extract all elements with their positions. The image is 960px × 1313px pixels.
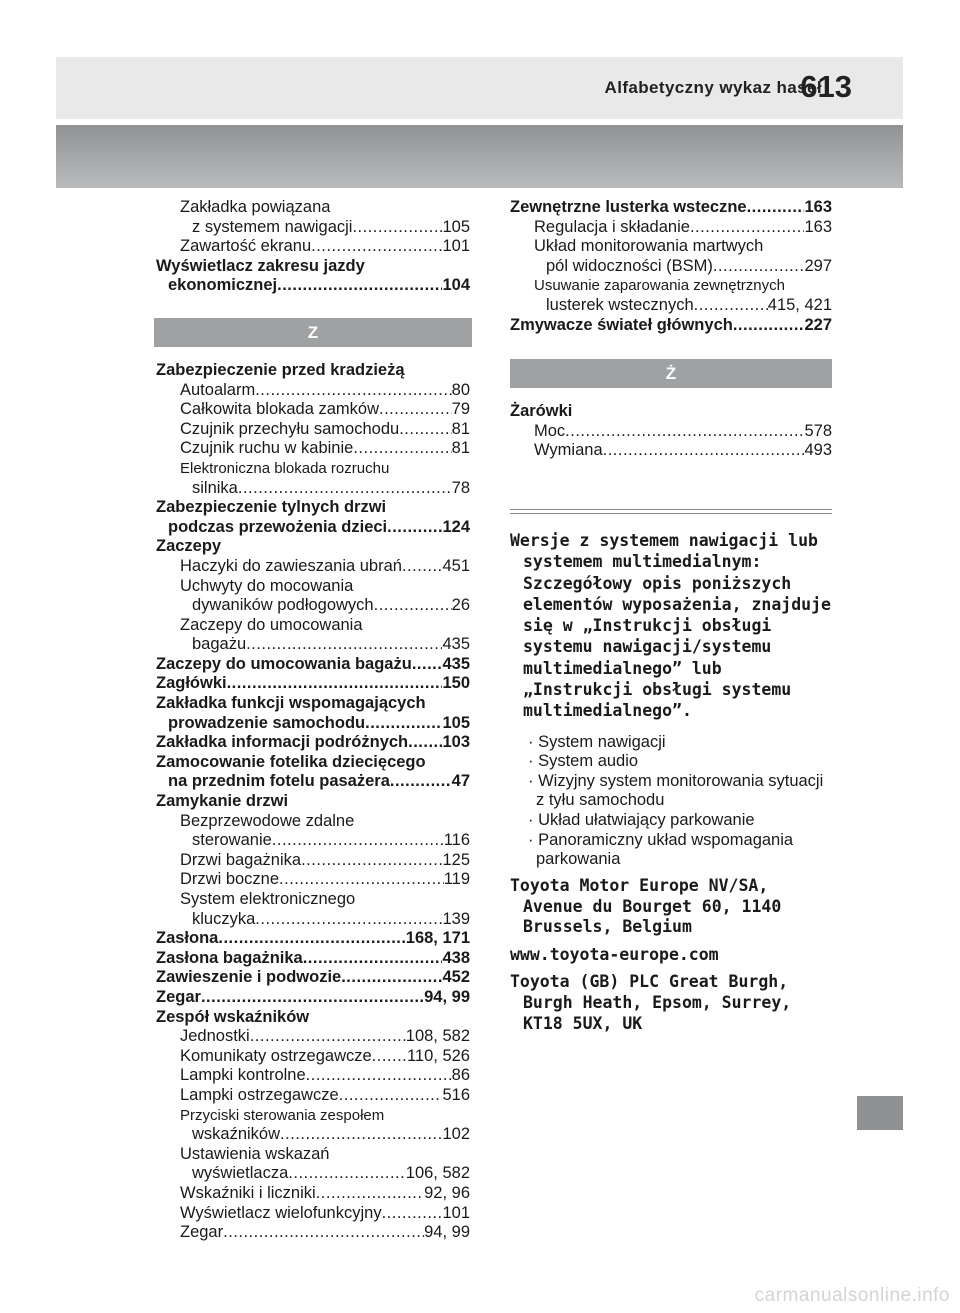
index-entry-text: na przednim fotelu pasażera [168, 772, 390, 791]
index-entry-text: Zawieszenie i podwozie [156, 968, 342, 987]
index-entry [156, 772, 470, 792]
dot-leader [352, 218, 442, 238]
index-entry-text: Drzwi bagażnika [180, 850, 302, 869]
bullet-dot: · [528, 810, 539, 829]
index-entry-text: Usuwanie zaparowania zewnętrznych [534, 277, 785, 295]
index-entry-page: 47 [451, 772, 470, 791]
dot-leader [279, 870, 444, 890]
index-entry-page: 452 [442, 968, 470, 987]
index-entry-text: Żarówki [510, 402, 573, 421]
dot-leader [379, 400, 452, 420]
index-entry-text: Haczyki do zawieszania ubrań [180, 556, 402, 575]
dot-leader [382, 1204, 443, 1224]
index-entry [156, 459, 470, 479]
index-entry-text: lusterek wstecznych [546, 295, 694, 314]
dot-leader [288, 1164, 405, 1184]
dot-leader [277, 276, 442, 296]
dot-leader [306, 1066, 452, 1086]
index-entry-page: 168, 171 [405, 929, 470, 948]
dot-leader [301, 851, 442, 871]
index-entry [156, 1086, 470, 1106]
index-entry-text: Czujnik ruchu w kabinie [180, 439, 354, 458]
index-entry-text: podczas przewożenia dzieci [168, 517, 388, 536]
index-entry-text: Zakładka powiązana [180, 198, 331, 216]
index-entry-page: 516 [442, 1085, 470, 1104]
dot-leader [387, 518, 442, 538]
index-entry-text: kluczyka [192, 909, 256, 928]
index-entry [156, 537, 470, 557]
feature-list [510, 733, 832, 870]
index-entry-page: 104 [442, 276, 470, 295]
section-letter-z: Z [154, 318, 472, 347]
index-entry [510, 316, 832, 336]
index-entry [156, 890, 470, 910]
dot-leader [565, 422, 804, 442]
index-entry-page: 103 [442, 733, 470, 752]
index-entry [156, 968, 470, 988]
index-entry [156, 596, 470, 616]
bullet-dot: · [528, 830, 539, 849]
dot-leader [255, 381, 451, 401]
index-entry-text: Wymiana [534, 441, 603, 460]
index-entry-page: 78 [451, 478, 470, 497]
dot-leader [238, 479, 452, 499]
index-entry-text: Zamykanie drzwi [156, 792, 289, 811]
index-entry [156, 400, 470, 420]
index-entry [156, 479, 470, 499]
left-column [156, 198, 470, 1243]
index-entry-page: 94, 99 [424, 987, 470, 1006]
dot-leader [280, 1125, 442, 1145]
index-entry-page: 94, 99 [424, 1223, 470, 1242]
index-entry-text: Autoalarm [180, 380, 256, 399]
index-entry-page: 92, 96 [424, 1183, 470, 1202]
index-entry [156, 1204, 470, 1224]
index-entry-page: 493 [804, 441, 832, 460]
index-entry-text: Uchwyty do mocowania [180, 576, 354, 595]
index-entry-page: 150 [442, 674, 470, 693]
index-entry [510, 402, 832, 422]
left-top-entries [156, 198, 470, 296]
index-entry-text: Moc [534, 421, 566, 440]
index-entry-page: 79 [451, 400, 470, 419]
index-entry-page: 435 [442, 654, 470, 673]
section-letter-z-dot: Ż [510, 359, 832, 388]
index-entry [156, 812, 470, 832]
index-entry-text: Zasłona [156, 929, 219, 948]
index-entry-text: Lampki ostrzegawcze [180, 1085, 339, 1104]
index-entry [510, 441, 832, 461]
dot-leader [255, 910, 442, 930]
index-entry [156, 674, 470, 694]
index-entry-page: 451 [442, 556, 470, 575]
index-entry-text: dywaników podłogowych [192, 596, 374, 615]
index-entry [156, 792, 470, 812]
dot-leader [372, 1047, 407, 1067]
bullet-dot: · [528, 732, 539, 751]
feature-list-item [510, 811, 832, 831]
index-entry-page: 125 [442, 850, 470, 869]
index-entry-text: ekonomicznej [168, 276, 278, 295]
dot-leader [374, 596, 452, 616]
index-entry-text: wskaźników [192, 1125, 281, 1144]
index-entry [156, 929, 470, 949]
index-entry [156, 1066, 470, 1086]
dot-leader [365, 714, 442, 734]
index-entry-text: Jednostki [180, 1027, 250, 1046]
dot-leader [713, 257, 805, 277]
index-entry [510, 276, 832, 296]
index-entry-text: bagażu [192, 635, 247, 654]
index-entry-text: Drzwi boczne [180, 870, 280, 889]
index-entry-text: Wyświetlacz zakresu jazdy [156, 256, 365, 275]
index-entry [510, 296, 832, 316]
address-europe: Toyota Motor Europe NV/SA, Avenue du Bourget 60, 1140 Brussels, Belgium [510, 875, 782, 937]
index-entry [156, 257, 470, 277]
index-entry-text: Zakładka funkcji wspomagających [156, 694, 426, 713]
dot-leader [250, 1027, 406, 1047]
index-entry-page: 116 [443, 831, 470, 850]
index-entry-text: Regulacja i składanie [534, 217, 690, 236]
index-entry-page: 297 [804, 256, 832, 275]
index-entry-text: pól widoczności (BSM) [546, 256, 713, 275]
index-entry [156, 655, 470, 675]
index-entry [510, 422, 832, 442]
dot-leader [218, 929, 405, 949]
watermark: carmanualsonline.info [754, 1285, 950, 1306]
dot-leader [402, 557, 443, 577]
index-entry-text: Zaczepy do umocowania bagażu [156, 654, 412, 673]
index-entry-page: 438 [442, 948, 470, 967]
index-entry-page: 102 [442, 1125, 470, 1144]
index-entry-text: Przyciski sterowania zespołem [180, 1106, 385, 1124]
index-entry [156, 949, 470, 969]
page-header-title: Alfabetyczny wykaz haseł [604, 78, 822, 97]
address-uk: Toyota (GB) PLC Great Burgh, Burgh Heath, Epsom, Surrey, KT18 5UX, UK [510, 971, 792, 1033]
dot-leader [223, 1223, 424, 1243]
index-entry-page: 86 [451, 1066, 470, 1085]
index-entry-text: Zegar [180, 1223, 224, 1242]
right-top-entries [510, 198, 832, 335]
index-entry-text: Wyświetlacz wielofunkcyjny [180, 1203, 382, 1222]
dot-leader [747, 198, 805, 218]
index-entry [510, 198, 832, 218]
dot-leader [201, 988, 424, 1008]
dot-leader [412, 655, 443, 675]
feature-list-text: System audio [538, 752, 639, 771]
index-entry-text: Bezprzewodowe zdalne [180, 811, 355, 830]
index-entry [156, 988, 470, 1008]
index-entry-page: 124 [442, 517, 470, 536]
index-entry-text: wyświetlacza [192, 1164, 289, 1183]
dot-leader [341, 968, 442, 988]
dot-leader [408, 733, 442, 753]
index-entry [156, 1125, 470, 1145]
feature-list-text: Układ ułatwiający parkowanie [538, 810, 755, 829]
index-entry [156, 1008, 470, 1028]
dot-leader [227, 674, 443, 694]
index-entry-text: Ustawienia wskazań [180, 1144, 330, 1163]
dot-leader [316, 1184, 424, 1204]
navigation-note: Wersje z systemem nawigacji lub systemem multimedialnym: Szczegółowy opis poniższych elementów wyposażenia, znajduje się w „Instrukcji obsługi systemu nawigacji/systemu multimedialnego” lub „Instrukcji obsługi systemu multimedialnego”. [510, 530, 831, 721]
index-entry-page: 227 [804, 315, 832, 334]
dot-leader [399, 420, 451, 440]
website-url[interactable]: www.toyota-europe.com [510, 945, 719, 965]
index-entry-text: Wskaźniki i liczniki [180, 1183, 316, 1202]
index-entry-text: Zespół wskaźników [156, 1007, 310, 1026]
index-entry [510, 257, 832, 277]
index-entry-page: 435 [442, 635, 470, 654]
index-entry-text: Całkowita blokada zamków [180, 400, 380, 419]
index-entry [156, 635, 470, 655]
index-entry [510, 237, 832, 257]
dot-leader [603, 441, 805, 461]
feature-list-text: Panoramiczny układ wspomagania parkowania [536, 830, 794, 869]
index-entry [156, 518, 470, 538]
index-entry [156, 714, 470, 734]
section-tab-marker [857, 1096, 903, 1130]
index-entry [156, 616, 470, 636]
index-entry-page: 163 [804, 198, 832, 216]
index-entry-page: 81 [451, 439, 470, 458]
index-entry-page: 101 [442, 1203, 470, 1222]
index-entry [156, 577, 470, 597]
dot-leader [690, 218, 805, 238]
bullet-dot: · [528, 752, 539, 771]
index-entry-page: 101 [442, 237, 470, 256]
index-entry-text: Układ monitorowania martwych [534, 237, 764, 256]
index-entry [156, 1184, 470, 1204]
index-entry-text: Zawartość ekranu [180, 237, 312, 256]
index-entry-page: 81 [451, 419, 470, 438]
index-entry-text: Zaczepy [156, 537, 222, 556]
index-entry-page: 163 [804, 217, 832, 236]
dot-leader [303, 949, 443, 969]
index-entry [156, 276, 470, 296]
index-entry-page: 105 [442, 713, 470, 732]
dot-leader [272, 831, 444, 851]
index-entry-text: Komunikaty ostrzegawcze [180, 1046, 372, 1065]
index-entry [156, 498, 470, 518]
index-entry-text: Zewnętrzne lusterka wsteczne [510, 198, 747, 216]
index-entry-text: Zakładka informacji podróżnych [156, 733, 409, 752]
index-entry-page: 578 [804, 421, 832, 440]
right-index-entries [510, 402, 832, 461]
index-entry-page: 415, 421 [767, 295, 832, 314]
dot-leader [694, 296, 768, 316]
feature-list-text: Wizyjny system monitorowania sytuacji z tyłu samochodu [536, 771, 824, 810]
index-entry-text: Zabezpieczenie przed kradzieżą [156, 360, 405, 379]
index-entry [156, 1223, 470, 1243]
feature-list-text: System nawigacji [538, 732, 666, 751]
index-entry-page: 110, 526 [406, 1046, 470, 1065]
header-band [56, 125, 903, 188]
index-entry [156, 381, 470, 401]
bullet-dot: · [528, 771, 539, 790]
index-entry [510, 218, 832, 238]
index-entry-text: prowadzenie samochodu [168, 713, 366, 732]
index-entry [156, 733, 470, 753]
index-entry [156, 218, 470, 238]
feature-list-item [510, 772, 832, 811]
index-entry-text: Zagłówki [156, 674, 227, 693]
index-entry-text: z systemem nawigacji [192, 217, 353, 236]
index-entry [156, 198, 470, 218]
index-entry [156, 557, 470, 577]
index-entry-text: System elektronicznego [180, 890, 356, 908]
index-entry-text: sterowanie [192, 831, 272, 850]
index-entry-text: Czujnik przechyłu samochodu [180, 419, 400, 438]
index-entry [156, 1164, 470, 1184]
index-entry-page: 108, 582 [405, 1027, 470, 1046]
index-entry [156, 1047, 470, 1067]
index-entry-page: 119 [443, 870, 470, 889]
index-entry-text: Elektroniczna blokada rozruchu [180, 459, 390, 477]
index-entry-page: 105 [442, 217, 470, 236]
index-entry [156, 851, 470, 871]
dot-leader [246, 635, 442, 655]
index-entry-text: Zabezpieczenie tylnych drzwi [156, 498, 387, 517]
dot-leader [339, 1086, 443, 1106]
index-entry-text: Zegar [156, 987, 201, 1006]
index-entry-text: Zmywacze świateł głównych [510, 315, 733, 334]
feature-list-item [510, 831, 832, 870]
index-entry [156, 910, 470, 930]
index-entry [156, 439, 470, 459]
index-entry [156, 831, 470, 851]
dot-leader [733, 316, 805, 336]
double-divider [510, 509, 832, 514]
feature-list-item [510, 733, 832, 753]
dot-leader [390, 772, 452, 792]
index-entry-page: 26 [451, 596, 470, 615]
index-entry [156, 694, 470, 714]
index-entry-text: Lampki kontrolne [180, 1066, 306, 1085]
index-entry-text: silnika [192, 478, 238, 497]
page-number: 613 [800, 69, 852, 104]
feature-list-item [510, 752, 832, 772]
index-entry-page: 139 [442, 909, 470, 928]
index-entry-page: 80 [451, 380, 470, 399]
index-entry [156, 870, 470, 890]
dot-leader [353, 439, 451, 459]
index-entry-text: Zamocowanie fotelika dziecięcego [156, 752, 426, 771]
left-index-entries [156, 361, 470, 1243]
index-entry-text: Zaczepy do umocowania [180, 615, 363, 634]
index-entry [156, 1027, 470, 1047]
index-entry [156, 420, 470, 440]
index-entry [156, 237, 470, 257]
index-entry [156, 1145, 470, 1165]
index-entry [156, 1106, 470, 1126]
right-column [510, 198, 832, 1034]
index-entry-text: Zasłona bagażnika [156, 948, 303, 967]
dot-leader [311, 237, 442, 257]
index-entry [156, 361, 470, 381]
index-entry [156, 753, 470, 773]
index-entry-page: 106, 582 [405, 1164, 470, 1183]
